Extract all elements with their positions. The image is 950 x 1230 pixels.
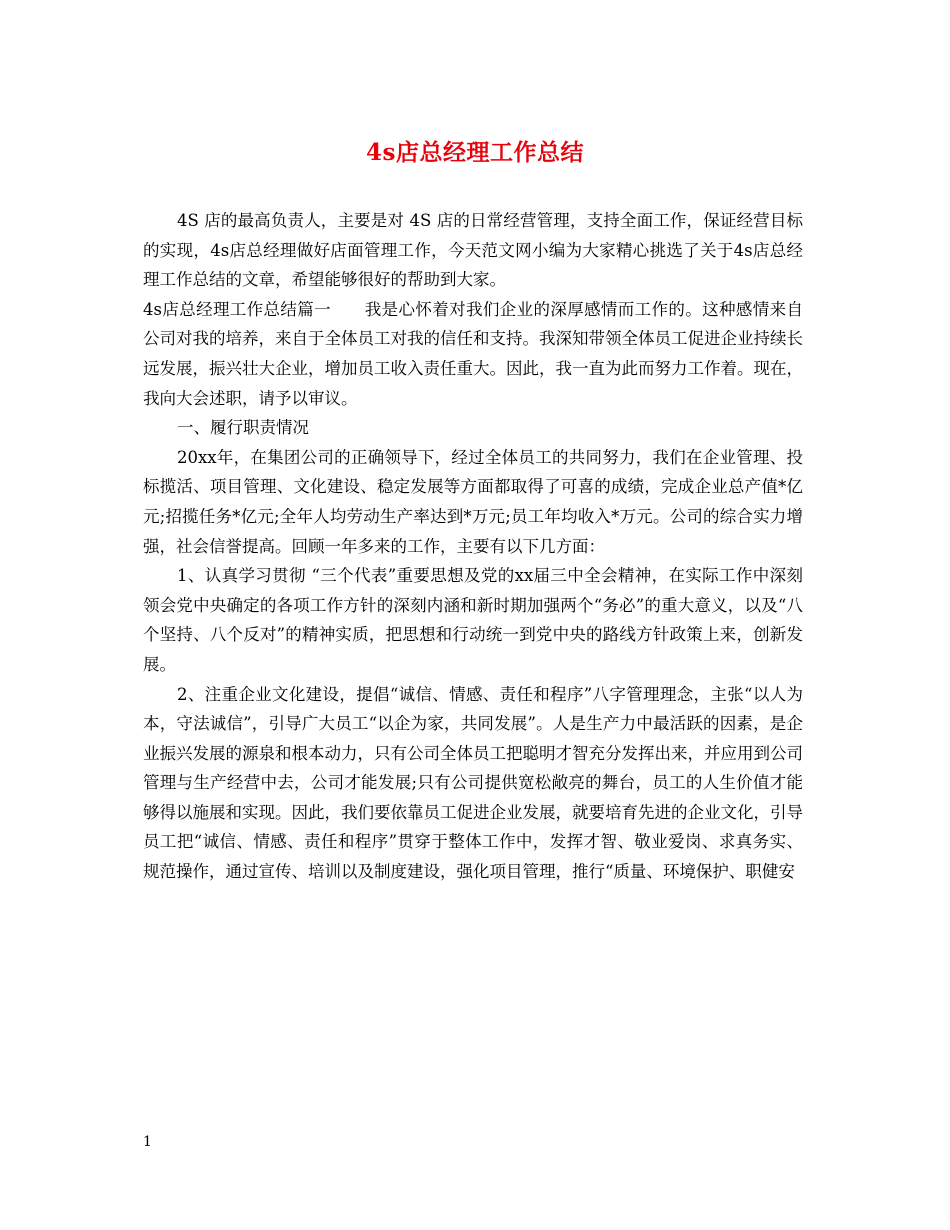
paragraph-item-2: 2、注重企业文化建设，提倡“诚信、情感、责任和程序”八字管理理念，主张“以人为本，守法诚信”，引导广大员工“以企为家，共同发展”。人是生产力中最活跃的因素，是企业振兴发展的源泉和根本动力，只有公司全体员工把聪明才智充分发挥出来，并应用到公司管理与生产经营中去，公司才能发展;只有公司提供宽松敞亮的舞台，员工的人生价值才能够得以施展和实现。因此，我们要依靠员工促进企业发展，就要培育先进的企业文化，引导员工把“诚信、情感、责任和程序”贯穿于整体工作中，发挥才智、敬业爱岗、求真务实、规范操作，通过宣传、培训以及制度建设，强化项目管理，推行“质量、环境保护、职健安 [143, 684, 803, 882]
paragraph-intro: 4S 店的最高负责人，主要是对 4S 店的日常经营管理，支持全面工作，保证经营目标的实现，4s店总经理做好店面管理工作，今天范文网小编为大家精心挑选了关于4s店总经理工作总结的文章，希望能够很好的帮助到大家。 [143, 211, 803, 290]
section-heading-duties: 一、履行职责情况 [177, 418, 309, 438]
paragraph-item-1: 1、认真学习贯彻 “三个代表”重要思想及党的xx届三中全会精神，在实际工作中深刻领会党中央确定的各项工作方针的深刻内涵和新时期加强两个“务必”的重大意义，以及“八个坚持、八个反对”的精神实质，把思想和行动统一到党中央的路线方针政策上来，创新发展。 [143, 566, 803, 674]
document-title: 4s店总经理工作总结 [366, 139, 584, 166]
document-body [143, 206, 803, 887]
paragraph-achievements: 20xx年，在集团公司的正确领导下，经过全体员工的共同努力，我们在企业管理、投标揽活、项目管理、文化建设、稳定发展等方面都取得了可喜的成绩，完成企业总产值*亿元;招揽任务*亿元;全年人均劳动生产率达到*万元;员工年均收入*万元。公司的综合实力增强，社会信誉提高。回顾一年多来的工作，主要有以下几方面： [143, 447, 803, 556]
paragraph-section-one-opening: 4s店总经理工作总结篇一 我是心怀着对我们企业的深厚感情而工作的。这种感情来自公司对我的培养，来自于全体员工对我的信任和支持。我深知带领全体员工促进企业持续长远发展，振兴壮大企业，增加员工收入责任重大。因此，我一直为此而努力工作着。现在，我向大会述职，请予以审议。 [143, 299, 803, 408]
page-number: 1 [143, 1134, 152, 1150]
